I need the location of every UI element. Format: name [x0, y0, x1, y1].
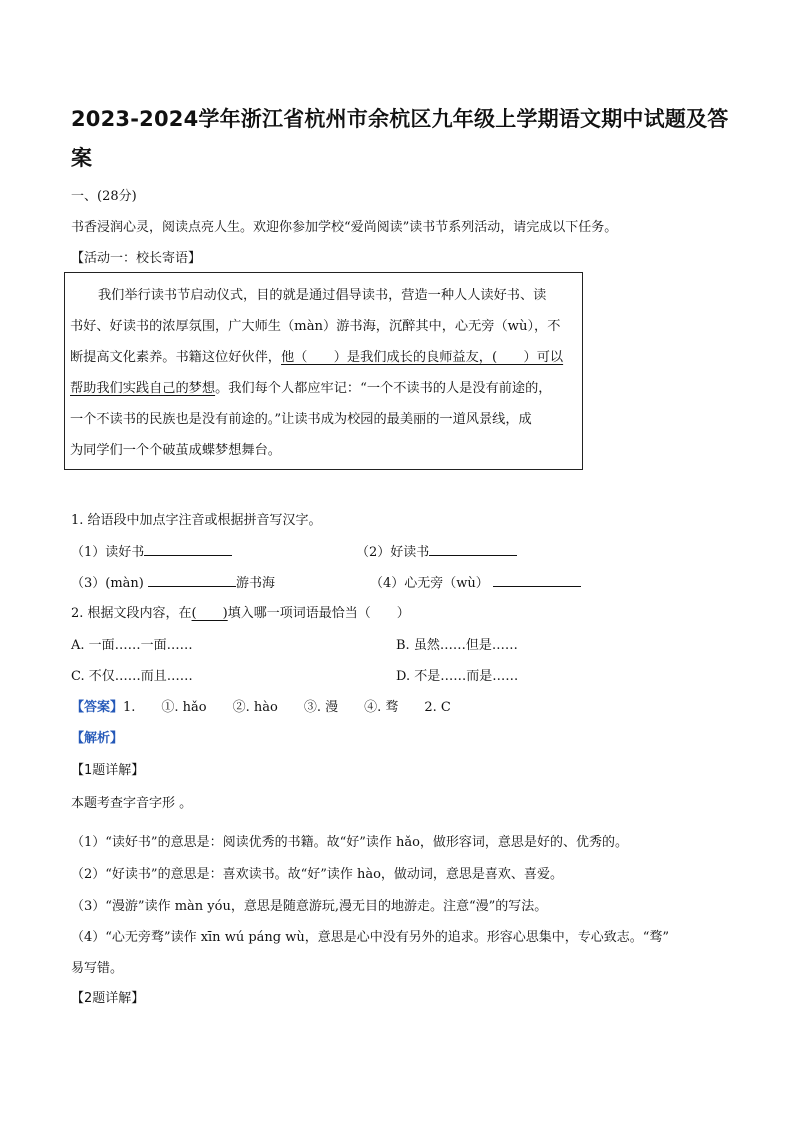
detail-1-label: 【1题详解】 — [71, 763, 145, 778]
item-suffix: 游书海 — [236, 576, 276, 591]
underlined-text: 帮助我们实践自己的梦想 — [70, 381, 216, 396]
answer-line — [71, 699, 451, 717]
question-1-item-4 — [370, 574, 581, 593]
detail-1-paragraph: 易写错。 — [71, 961, 124, 976]
activity-heading: 【活动一：校长寄语】 — [71, 251, 202, 266]
item-label: （4）心无旁（wù） — [370, 576, 489, 591]
detail-1-paragraph: （2）“好读书”的意思是：喜欢读书。故“好”读作 hào，做动词，意思是喜欢、喜爱。 — [71, 867, 563, 882]
section-heading: 一、(28分) — [71, 189, 137, 204]
answer-body: 1. ①. hǎo ②. hào ③. 漫 ④. 骛 2. C — [123, 700, 451, 715]
detail-1-paragraph: （4）“心无旁骛”读作 xīn wú páng wù，意思是心中没有另外的追求。形容心思集中，专心致志。“骛” — [71, 930, 670, 945]
passage-box — [64, 272, 583, 470]
passage-line: 一个不读书的民族也是没有前途的。”让读书成为校园的最美丽的一道风景线，成 — [70, 412, 532, 427]
passage-line — [70, 380, 552, 398]
analysis-label: 【解析】 — [71, 731, 124, 746]
page-title: 2023-2024学年浙江省杭州市余杭区九年级上学期语文期中试题及答案 — [71, 107, 729, 170]
answer-blank — [429, 543, 517, 556]
passage-line: 为同学们一个个破茧成蝶梦想舞台。 — [70, 443, 281, 458]
option-a: A. 一面……一面…… — [71, 638, 193, 653]
detail-2-label: 【2题详解】 — [71, 991, 145, 1006]
passage-line — [70, 349, 563, 367]
intro-text: 书香浸润心灵，阅读点亮人生。欢迎你参加学校“爱尚阅读”读书节系列活动，请完成以下任务。 — [71, 220, 618, 235]
answer-label: 【答案】 — [71, 700, 124, 715]
detail-1-intro: 本题考查字音字形 。 — [71, 796, 193, 811]
passage-line: 我们举行读书节启动仪式，目的就是通过倡导读书，营造一种人人读好书、读 — [98, 288, 547, 303]
answer-blank — [493, 574, 581, 587]
question-1-item-1 — [71, 543, 232, 562]
detail-1-paragraph: （1）“读好书”的意思是：阅读优秀的书籍。故“好”读作 hǎo，做形容词，意思是好的、优秀的。 — [71, 835, 628, 850]
question-1-item-3 — [71, 574, 275, 593]
answer-blank — [144, 543, 232, 556]
stem-text: 填入哪一项词语最恰当（ ） — [227, 606, 410, 621]
option-d: D. 不是……而是…… — [396, 669, 519, 684]
question-1-item-2 — [356, 543, 517, 562]
option-b: B. 虽然……但是…… — [396, 638, 518, 653]
item-label: （2）好读书 — [356, 545, 430, 560]
question-2-stem — [71, 605, 410, 623]
detail-1-paragraph: （3）“漫游”读作 màn yóu，意思是随意游玩,漫无目的地游走。注意“漫”的写法。 — [71, 899, 548, 914]
passage-line: 书好、好读书的浓厚氛围，广大师生（màn）游书海，沉醉其中，心无旁（wù），不 — [70, 319, 561, 334]
passage-text: 。我们每个人都应牢记：“一个不读书的人是没有前途的， — [215, 381, 552, 396]
item-label: （1）读好书 — [71, 545, 145, 560]
underlined-text: ( ) — [191, 606, 228, 621]
passage-text: 断提高文化素养。书籍这位好伙伴， — [70, 350, 281, 365]
question-1-stem: 1. 给语段中加点字注音或根据拼音写汉字。 — [71, 513, 322, 528]
underlined-text: 他（ ）是我们成长的良师益友，( ）可以 — [281, 350, 564, 365]
answer-blank — [148, 574, 236, 587]
item-label: （3）(màn) — [71, 576, 144, 591]
stem-text: 2. 根据文段内容，在 — [71, 606, 192, 621]
option-c: C. 不仅……而且…… — [71, 669, 193, 684]
